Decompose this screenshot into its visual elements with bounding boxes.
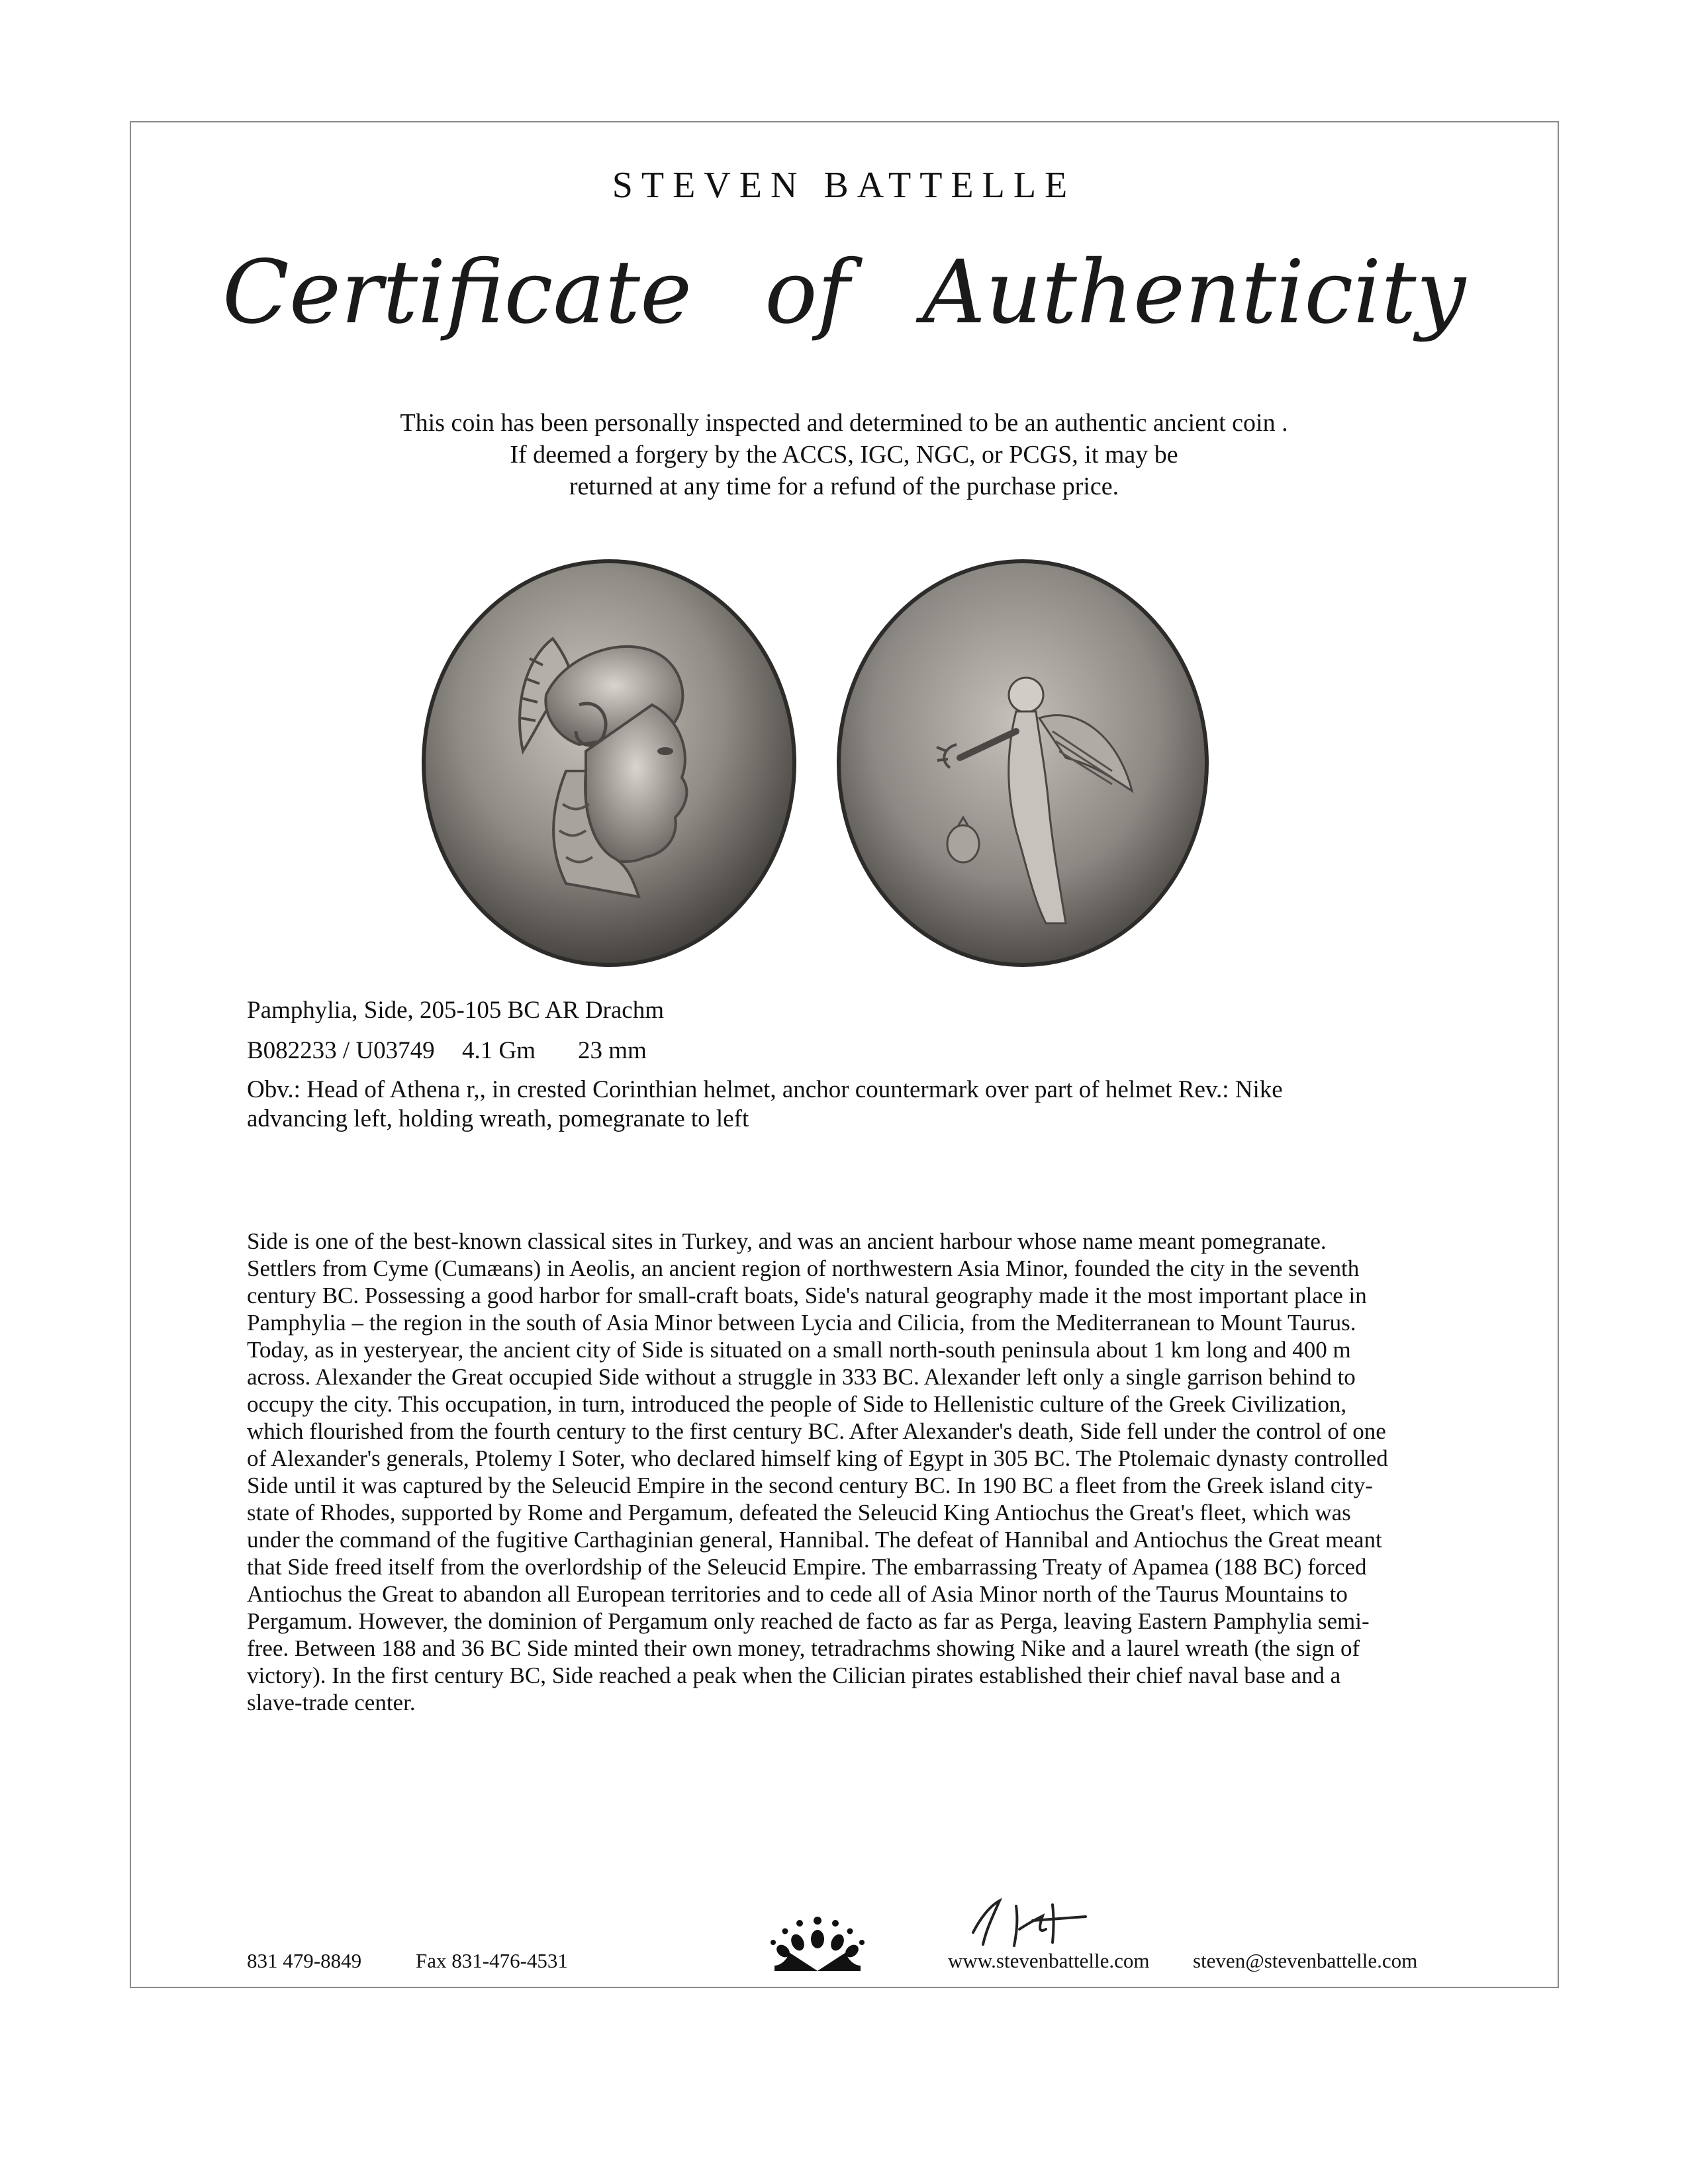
title-word-certificate: Certificate (222, 242, 692, 343)
history-paragraph: Side is one of the best-known classical sites in Turkey, and was an ancient harbour whose name meant pomegranate. Settlers from Cyme (Cumæans) in Aeolis, an ancient region of northwestern Asia Minor, founded the city in the seventh century BC. Possessing a good harbor for small-craft boats, Side's natural geography made it the most important place in Pamphylia – the region in the south of Asia Minor between Lycia and Cilicia, from the Mediterranean to Mount Taurus. Today, as in yesteryear, the ancient city of Side is situated on a small north-south peninsula about 1 km long and 400 m across. Alexander the Great occupied Side without a struggle in 333 BC. Alexander left only a single garrison behind to occupy the city. This occupation, in turn, introduced the people of Side to Hellenistic culture of the Greek Civilization, which flourished from the fourth century to the first century BC. After Alexander's death, Side fell under the control of one of Alexander's generals, Ptolemy I Soter, who declared himself king of Egypt in 305 BC. The Ptolemaic dynasty controlled Side until it was captured by the Seleucid Empire in the second century BC. In 190 BC a fleet from the Greek island city-state of Rhodes, supported by Rome and Pergamum, defeated the Seleucid King Antiochus the Great's fleet, which was under the command of the fugitive Carthaginian general, Hannibal. The defeat of Hannibal and Antiochus the Great meant that Side freed itself from the overlordship of the Seleucid Empire. The embarrassing Treaty of Apamea (188 BC) forced Antiochus the Great to abandon all European territories and to cede all of Asia Minor north of the Taurus Mountains to Pergamum. However, the dominion of Pergamum only reached de facto as far as Perga, leaving Eastern Pamphylia semi-free. Between 188 and 36 BC Side minted their own money, tetradrachms showing Nike and a laurel wreath (the sign of victory). In the first century BC, Side reached a peak when the Cilician pirates established their chief naval base and a slave-trade center. (247, 1228, 1388, 1715)
coin-title: Pamphylia, Side, 205-105 BC AR Drachm (247, 997, 664, 1024)
inventory-number: B082233 / U03749 (247, 1037, 435, 1064)
phone-number: 831 479-8849 (247, 1949, 362, 1972)
authenticity-statement (0, 407, 1688, 502)
statement-line-2: If deemed a forgery by the ACCS, IGC, NGC, or PCGS, it may be (510, 441, 1178, 469)
statement-line-1: This coin has been personally inspected and determined to be an authentic ancient coin . (400, 409, 1288, 437)
statement-line-3: returned at any time for a refund of the purchase price. (569, 473, 1119, 500)
coin-identifiers (247, 1036, 647, 1065)
certificate-title (0, 242, 1688, 343)
coin-weight: 4.1 Gm (462, 1037, 536, 1064)
title-word-authenticity: Authenticity (922, 242, 1466, 343)
coin-obverse-image (414, 553, 804, 979)
website-link[interactable]: www.stevenbattelle.com (948, 1949, 1150, 1972)
email-link[interactable]: steven@stevenbattelle.com (1193, 1949, 1418, 1972)
signature (953, 1893, 1105, 1956)
coin-reverse-image (827, 553, 1218, 979)
footer-web (948, 1949, 1417, 1973)
brand-logo (761, 1913, 874, 1979)
coin-diameter: 23 mm (578, 1037, 647, 1064)
fax-number: Fax 831-476-4531 (416, 1949, 568, 1972)
brand-name: STEVEN BATTELLE (612, 165, 1076, 206)
title-word-of: of (765, 242, 850, 343)
coin-description: Obv.: Head of Athena r,, in crested Corinthian helmet, anchor countermark over part of helmet Rev.: Nike advancing left, holding wreath, pomegranate to left (247, 1076, 1283, 1132)
footer-contact (247, 1949, 568, 1973)
